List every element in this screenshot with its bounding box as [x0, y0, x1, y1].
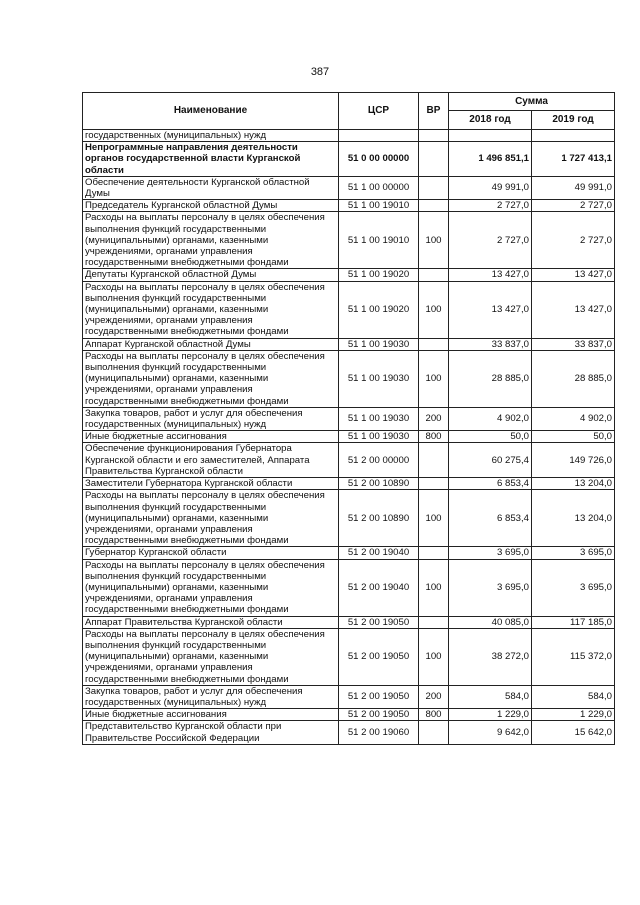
header-name: Наименование — [83, 93, 339, 130]
table-row — [83, 212, 615, 269]
row-sum-2019 — [532, 130, 615, 142]
row-sum-2019: 33 837,0 — [532, 338, 615, 350]
row-csr: 51 2 00 19040 — [339, 559, 419, 616]
row-name: Закупка товаров, работ и услуг для обеспечения государственных (муниципальных) нужд — [83, 685, 339, 708]
row-vr — [419, 130, 449, 142]
row-name: Председатель Курганской областной Думы — [83, 200, 339, 212]
row-name: Заместители Губернатора Курганской области — [83, 478, 339, 490]
row-csr: 51 1 00 19030 — [339, 350, 419, 407]
row-sum-2019: 1 727 413,1 — [532, 142, 615, 177]
row-csr: 51 1 00 19030 — [339, 338, 419, 350]
row-sum-2019: 28 885,0 — [532, 350, 615, 407]
row-vr — [419, 721, 449, 744]
row-csr: 51 2 00 19060 — [339, 721, 419, 744]
row-csr: 51 2 00 19050 — [339, 685, 419, 708]
row-vr — [419, 547, 449, 559]
row-sum-2019: 49 991,0 — [532, 176, 615, 199]
row-sum-2019: 117 185,0 — [532, 616, 615, 628]
row-vr: 100 — [419, 350, 449, 407]
row-csr: 51 1 00 19010 — [339, 200, 419, 212]
table-row — [83, 559, 615, 616]
row-name: Обеспечение функционирования Губернатора Курганской области и его заместителей, Аппарата Правительства Курганской области — [83, 443, 339, 478]
row-vr — [419, 338, 449, 350]
table-row — [83, 130, 615, 142]
row-csr: 51 1 00 19020 — [339, 269, 419, 281]
row-csr: 51 1 00 19030 — [339, 407, 419, 430]
table-row — [83, 721, 615, 744]
row-sum-2018: 584,0 — [449, 685, 532, 708]
row-name: Губернатор Курганской области — [83, 547, 339, 559]
row-sum-2018: 6 853,4 — [449, 490, 532, 547]
table-row — [83, 478, 615, 490]
table-row — [83, 709, 615, 721]
row-vr — [419, 478, 449, 490]
row-sum-2019: 149 726,0 — [532, 443, 615, 478]
row-name: Расходы на выплаты персоналу в целях обеспечения выполнения функций государственными (муниципальными) органами, казенными учреждениями, органами управления государственными внебюджетными фондами — [83, 350, 339, 407]
table-body — [83, 130, 615, 745]
row-csr — [339, 130, 419, 142]
row-sum-2018: 1 229,0 — [449, 709, 532, 721]
row-sum-2018: 33 837,0 — [449, 338, 532, 350]
row-vr: 100 — [419, 559, 449, 616]
row-csr: 51 1 00 19030 — [339, 431, 419, 443]
row-csr: 51 2 00 19050 — [339, 709, 419, 721]
row-sum-2018: 6 853,4 — [449, 478, 532, 490]
row-csr: 51 2 00 00000 — [339, 443, 419, 478]
row-sum-2019: 584,0 — [532, 685, 615, 708]
row-vr — [419, 200, 449, 212]
table-row — [83, 281, 615, 338]
table-row — [83, 407, 615, 430]
row-name: Депутаты Курганской областной Думы — [83, 269, 339, 281]
row-sum-2019: 3 695,0 — [532, 547, 615, 559]
row-vr — [419, 176, 449, 199]
row-sum-2019: 50,0 — [532, 431, 615, 443]
row-sum-2019: 4 902,0 — [532, 407, 615, 430]
page-number: 387 — [310, 66, 330, 78]
table-row — [83, 685, 615, 708]
row-vr — [419, 269, 449, 281]
row-name: Расходы на выплаты персоналу в целях обеспечения выполнения функций государственными (муниципальными) органами, казенными учреждениями, органами управления государственными внебюджетными фондами — [83, 281, 339, 338]
table-row — [83, 269, 615, 281]
row-vr — [419, 142, 449, 177]
table-row — [83, 200, 615, 212]
row-sum-2018: 13 427,0 — [449, 281, 532, 338]
row-sum-2019: 13 204,0 — [532, 490, 615, 547]
row-vr — [419, 443, 449, 478]
row-name: Непрограммные направления деятельности органов государственной власти Курганской области — [83, 142, 339, 177]
row-name: Расходы на выплаты персоналу в целях обеспечения выполнения функций государственными (муниципальными) органами, казенными учреждениями, органами управления государственными внебюджетными фондами — [83, 559, 339, 616]
row-sum-2018: 49 991,0 — [449, 176, 532, 199]
table-row — [83, 338, 615, 350]
header-vr: ВР — [419, 93, 449, 130]
row-csr: 51 2 00 19050 — [339, 628, 419, 685]
row-csr: 51 1 00 19020 — [339, 281, 419, 338]
row-sum-2019: 1 229,0 — [532, 709, 615, 721]
row-sum-2018: 38 272,0 — [449, 628, 532, 685]
row-name: Расходы на выплаты персоналу в целях обеспечения выполнения функций государственными (муниципальными) органами, казенными учреждениями, органами управления государственными внебюджетными фондами — [83, 212, 339, 269]
row-csr: 51 2 00 19040 — [339, 547, 419, 559]
table-row — [83, 490, 615, 547]
row-name: Расходы на выплаты персоналу в целях обеспечения выполнения функций государственными (муниципальными) органами, казенными учреждениями, органами управления государственными внебюджетными фондами — [83, 490, 339, 547]
row-vr: 200 — [419, 407, 449, 430]
table-row — [83, 176, 615, 199]
table-row — [83, 616, 615, 628]
table-row — [83, 350, 615, 407]
row-name: Обеспечение деятельности Курганской областной Думы — [83, 176, 339, 199]
row-sum-2018: 2 727,0 — [449, 212, 532, 269]
row-name: Иные бюджетные ассигнования — [83, 431, 339, 443]
row-vr: 100 — [419, 490, 449, 547]
header-sum: Сумма — [449, 93, 615, 111]
row-sum-2018: 1 496 851,1 — [449, 142, 532, 177]
header-csr: ЦСР — [339, 93, 419, 130]
row-sum-2018: 50,0 — [449, 431, 532, 443]
row-sum-2018: 28 885,0 — [449, 350, 532, 407]
row-sum-2018 — [449, 130, 532, 142]
table-header — [83, 93, 615, 130]
row-sum-2019: 13 427,0 — [532, 281, 615, 338]
row-sum-2018: 13 427,0 — [449, 269, 532, 281]
row-sum-2018: 3 695,0 — [449, 547, 532, 559]
row-name: Закупка товаров, работ и услуг для обеспечения государственных (муниципальных) нужд — [83, 407, 339, 430]
row-name: Аппарат Правительства Курганской области — [83, 616, 339, 628]
row-vr: 100 — [419, 628, 449, 685]
row-sum-2019: 2 727,0 — [532, 200, 615, 212]
budget-table — [82, 92, 615, 745]
row-vr: 800 — [419, 709, 449, 721]
row-sum-2019: 13 427,0 — [532, 269, 615, 281]
row-sum-2019: 3 695,0 — [532, 559, 615, 616]
row-vr: 800 — [419, 431, 449, 443]
row-name: Представительство Курганской области при Правительстве Российской Федерации — [83, 721, 339, 744]
row-sum-2018: 2 727,0 — [449, 200, 532, 212]
table-row — [83, 443, 615, 478]
row-sum-2018: 40 085,0 — [449, 616, 532, 628]
row-name: Расходы на выплаты персоналу в целях обеспечения выполнения функций государственными (муниципальными) органами, казенными учреждениями, органами управления государственными внебюджетными фондами — [83, 628, 339, 685]
row-sum-2019: 15 642,0 — [532, 721, 615, 744]
row-sum-2018: 4 902,0 — [449, 407, 532, 430]
row-csr: 51 2 00 10890 — [339, 490, 419, 547]
row-name: Аппарат Курганской областной Думы — [83, 338, 339, 350]
row-vr — [419, 616, 449, 628]
header-year-2018: 2018 год — [449, 111, 532, 130]
row-sum-2018: 9 642,0 — [449, 721, 532, 744]
row-sum-2019: 115 372,0 — [532, 628, 615, 685]
row-sum-2019: 13 204,0 — [532, 478, 615, 490]
row-name: Иные бюджетные ассигнования — [83, 709, 339, 721]
row-sum-2019: 2 727,0 — [532, 212, 615, 269]
row-csr: 51 0 00 00000 — [339, 142, 419, 177]
row-csr: 51 2 00 19050 — [339, 616, 419, 628]
row-sum-2018: 3 695,0 — [449, 559, 532, 616]
row-csr: 51 1 00 00000 — [339, 176, 419, 199]
row-name: государственных (муниципальных) нужд — [83, 130, 339, 142]
table-row — [83, 142, 615, 177]
row-csr: 51 1 00 19010 — [339, 212, 419, 269]
table-row — [83, 628, 615, 685]
row-vr: 200 — [419, 685, 449, 708]
table-row — [83, 431, 615, 443]
header-year-2019: 2019 год — [532, 111, 615, 130]
row-vr: 100 — [419, 281, 449, 338]
table-row — [83, 547, 615, 559]
row-csr: 51 2 00 10890 — [339, 478, 419, 490]
row-sum-2018: 60 275,4 — [449, 443, 532, 478]
row-vr: 100 — [419, 212, 449, 269]
